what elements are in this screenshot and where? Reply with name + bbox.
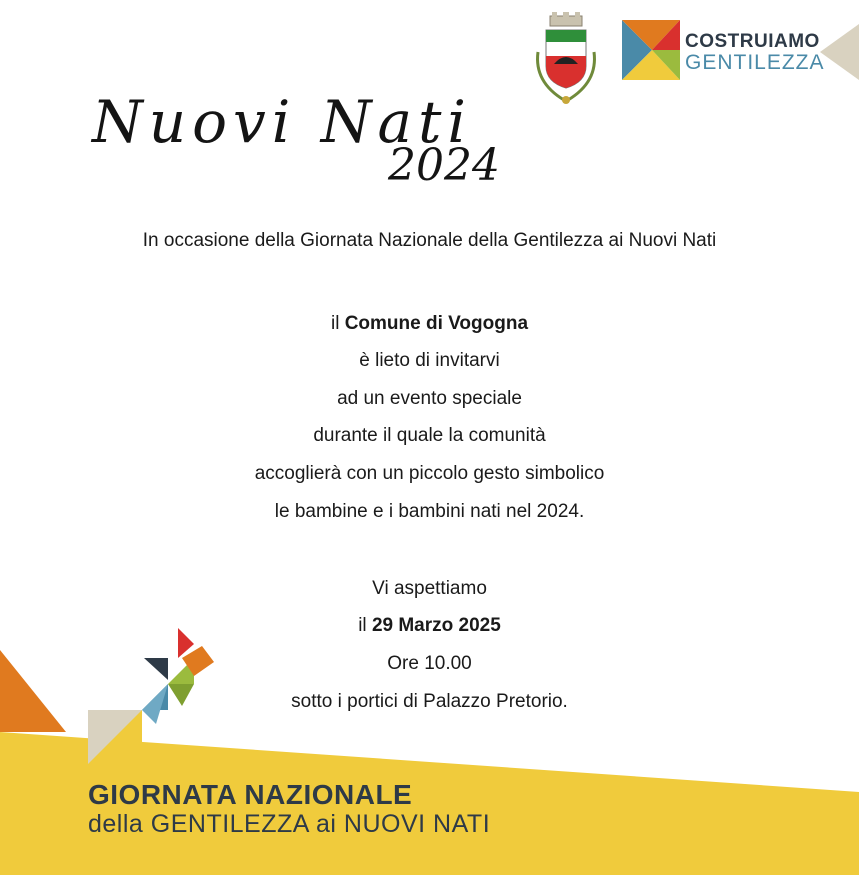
footer-line-2: della GENTILEZZA ai NUOVI NATI xyxy=(88,810,491,838)
brand-line-2: GENTILEZZA xyxy=(685,51,825,74)
tangram-bird-graphic xyxy=(86,626,218,766)
invite-line-5: accoglierà con un piccolo gesto simbolico xyxy=(254,463,605,484)
invite-line-1: il Comune di Vogogna xyxy=(330,313,529,334)
coat-of-arms-logo xyxy=(530,12,602,110)
beige-triangle-shape xyxy=(820,24,859,80)
invite-line-3: ad un evento speciale xyxy=(337,388,522,409)
intro-text: In occasione della Giornata Nazionale della Gentilezza ai Nuovi Nati xyxy=(142,230,717,251)
brand-line-1: COSTRUIAMO xyxy=(685,31,820,52)
event-date: il 29 Marzo 2025 xyxy=(358,615,501,636)
event-place: sotto i portici di Palazzo Pretorio. xyxy=(291,691,568,712)
title-script: Nuovi Nati xyxy=(92,88,472,156)
brand-wordmark xyxy=(685,32,825,74)
title-year: 2024 xyxy=(388,140,500,191)
costruiamo-gentilezza-logo xyxy=(622,20,682,80)
event-time: Ore 10.00 xyxy=(387,653,472,674)
invite-line-2: è lieto di invitarvi xyxy=(359,350,500,371)
invite-line-4: durante il quale la comunità xyxy=(313,425,546,446)
invite-line-6: le bambine e i bambini nati nel 2024. xyxy=(274,501,585,522)
footer-line-1: GIORNATA NAZIONALE xyxy=(88,779,413,810)
event-line-1: Vi aspettiamo xyxy=(372,578,487,599)
footer-title xyxy=(88,780,490,838)
municipality-name: Comune di Vogogna xyxy=(344,313,529,334)
